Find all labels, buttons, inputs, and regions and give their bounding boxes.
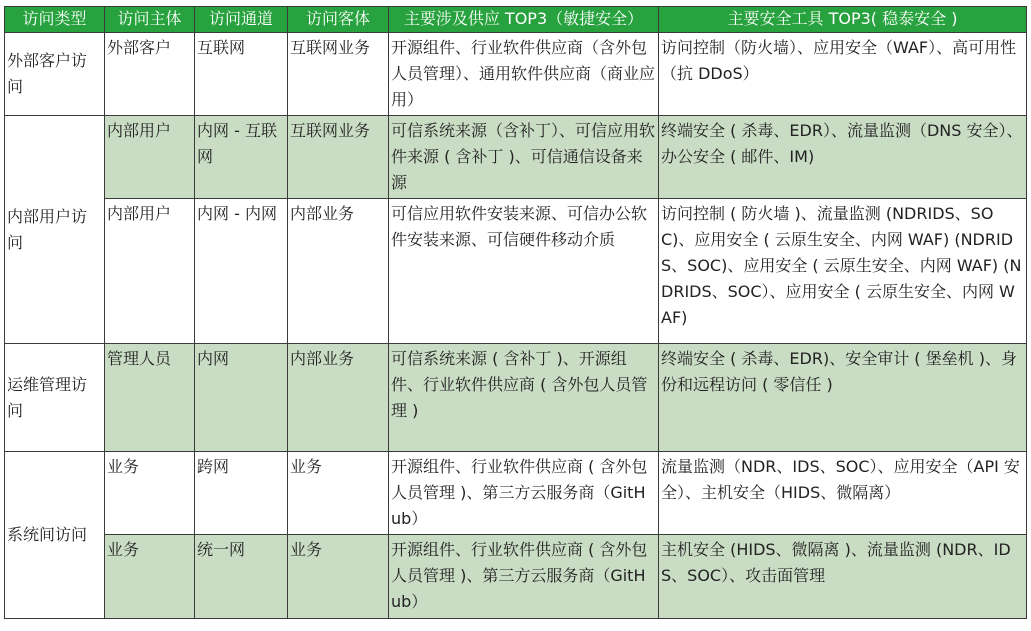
security-access-table [4, 6, 1027, 619]
table-header-row [5, 7, 1027, 33]
subject-cell: 业务 [105, 535, 195, 619]
supply-cell: 开源组件、行业软件供应商 ( 含外包人员管理 )、第三方云服务商（GitHub） [389, 535, 659, 619]
subject-cell: 内部用户 [105, 199, 195, 344]
subject-cell: 外部客户 [105, 33, 195, 116]
tools-cell: 访问控制（防火墙）、应用安全（WAF）、高可用性（抗 DDoS） [659, 33, 1027, 116]
access-type-cell: 系统间访问 [5, 452, 105, 619]
table-row [5, 452, 1027, 535]
object-cell: 业务 [288, 535, 389, 619]
object-cell: 业务 [288, 452, 389, 535]
table-row [5, 33, 1027, 116]
tools-cell: 终端安全 ( 杀毒、EDR）、流量监测（DNS 安全）、办公安全 ( 邮件、IM) [659, 116, 1027, 199]
subject-cell: 业务 [105, 452, 195, 535]
tools-cell: 访问控制 ( 防火墙 )、流量监测 (NDRIDS、SOC)、应用安全 ( 云原生安全、内网 WAF) (NDRIDS、SOC)、应用安全 ( 云原生安全、内网 WAF) (NDRIDS、SOC）、应用安全 ( 云原生安全、内网 WAF) [659, 199, 1027, 344]
supply-cell: 可信系统来源（含补丁）、可信应用软件来源 ( 含补丁 )、可信通信设备来源 [389, 116, 659, 199]
table-row [5, 116, 1027, 199]
object-cell: 互联网业务 [288, 116, 389, 199]
supply-cell: 可信系统来源 ( 含补丁 )、开源组件、行业软件供应商 ( 含外包人员管理 ) [389, 344, 659, 452]
channel-cell: 内网 - 内网 [195, 199, 288, 344]
access-type-cell: 运维管理访问 [5, 344, 105, 452]
access-type-cell: 内部用户访问 [5, 116, 105, 344]
table-row [5, 344, 1027, 452]
tools-cell: 流量监测（NDR、IDS、SOC）、应用安全（API 安全）、主机安全（HIDS、微隔离） [659, 452, 1027, 535]
channel-cell: 内网 [195, 344, 288, 452]
tools-cell: 主机安全 (HIDS、微隔离 )、流量监测 (NDR、IDS、SOC）、攻击面管理 [659, 535, 1027, 619]
header-access-object: 访问客体 [288, 7, 389, 33]
access-type-cell: 外部客户访问 [5, 33, 105, 116]
object-cell: 互联网业务 [288, 33, 389, 116]
subject-cell: 内部用户 [105, 116, 195, 199]
header-access-type: 访问类型 [5, 7, 105, 33]
channel-cell: 跨网 [195, 452, 288, 535]
table-row [5, 535, 1027, 619]
header-access-subject: 访问主体 [105, 7, 195, 33]
header-supply-top3: 主要涉及供应 TOP3（敏捷安全） [389, 7, 659, 33]
header-tools-top3: 主要安全工具 TOP3( 稳泰安全 ) [659, 7, 1027, 33]
supply-cell: 开源组件、行业软件供应商（含外包人员管理）、通用软件供应商（商业应用） [389, 33, 659, 116]
object-cell: 内部业务 [288, 199, 389, 344]
channel-cell: 统一网 [195, 535, 288, 619]
channel-cell: 内网 - 互联网 [195, 116, 288, 199]
channel-cell: 互联网 [195, 33, 288, 116]
object-cell: 内部业务 [288, 344, 389, 452]
subject-cell: 管理人员 [105, 344, 195, 452]
supply-cell: 可信应用软件安装来源、可信办公软件安装来源、可信硬件移动介质 [389, 199, 659, 344]
supply-cell: 开源组件、行业软件供应商 ( 含外包人员管理 )、第三方云服务商（GitHub） [389, 452, 659, 535]
tools-cell: 终端安全 ( 杀毒、EDR)、安全审计 ( 堡垒机 )、身份和远程访问 ( 零信任 ) [659, 344, 1027, 452]
table-row [5, 199, 1027, 344]
header-access-channel: 访问通道 [195, 7, 288, 33]
